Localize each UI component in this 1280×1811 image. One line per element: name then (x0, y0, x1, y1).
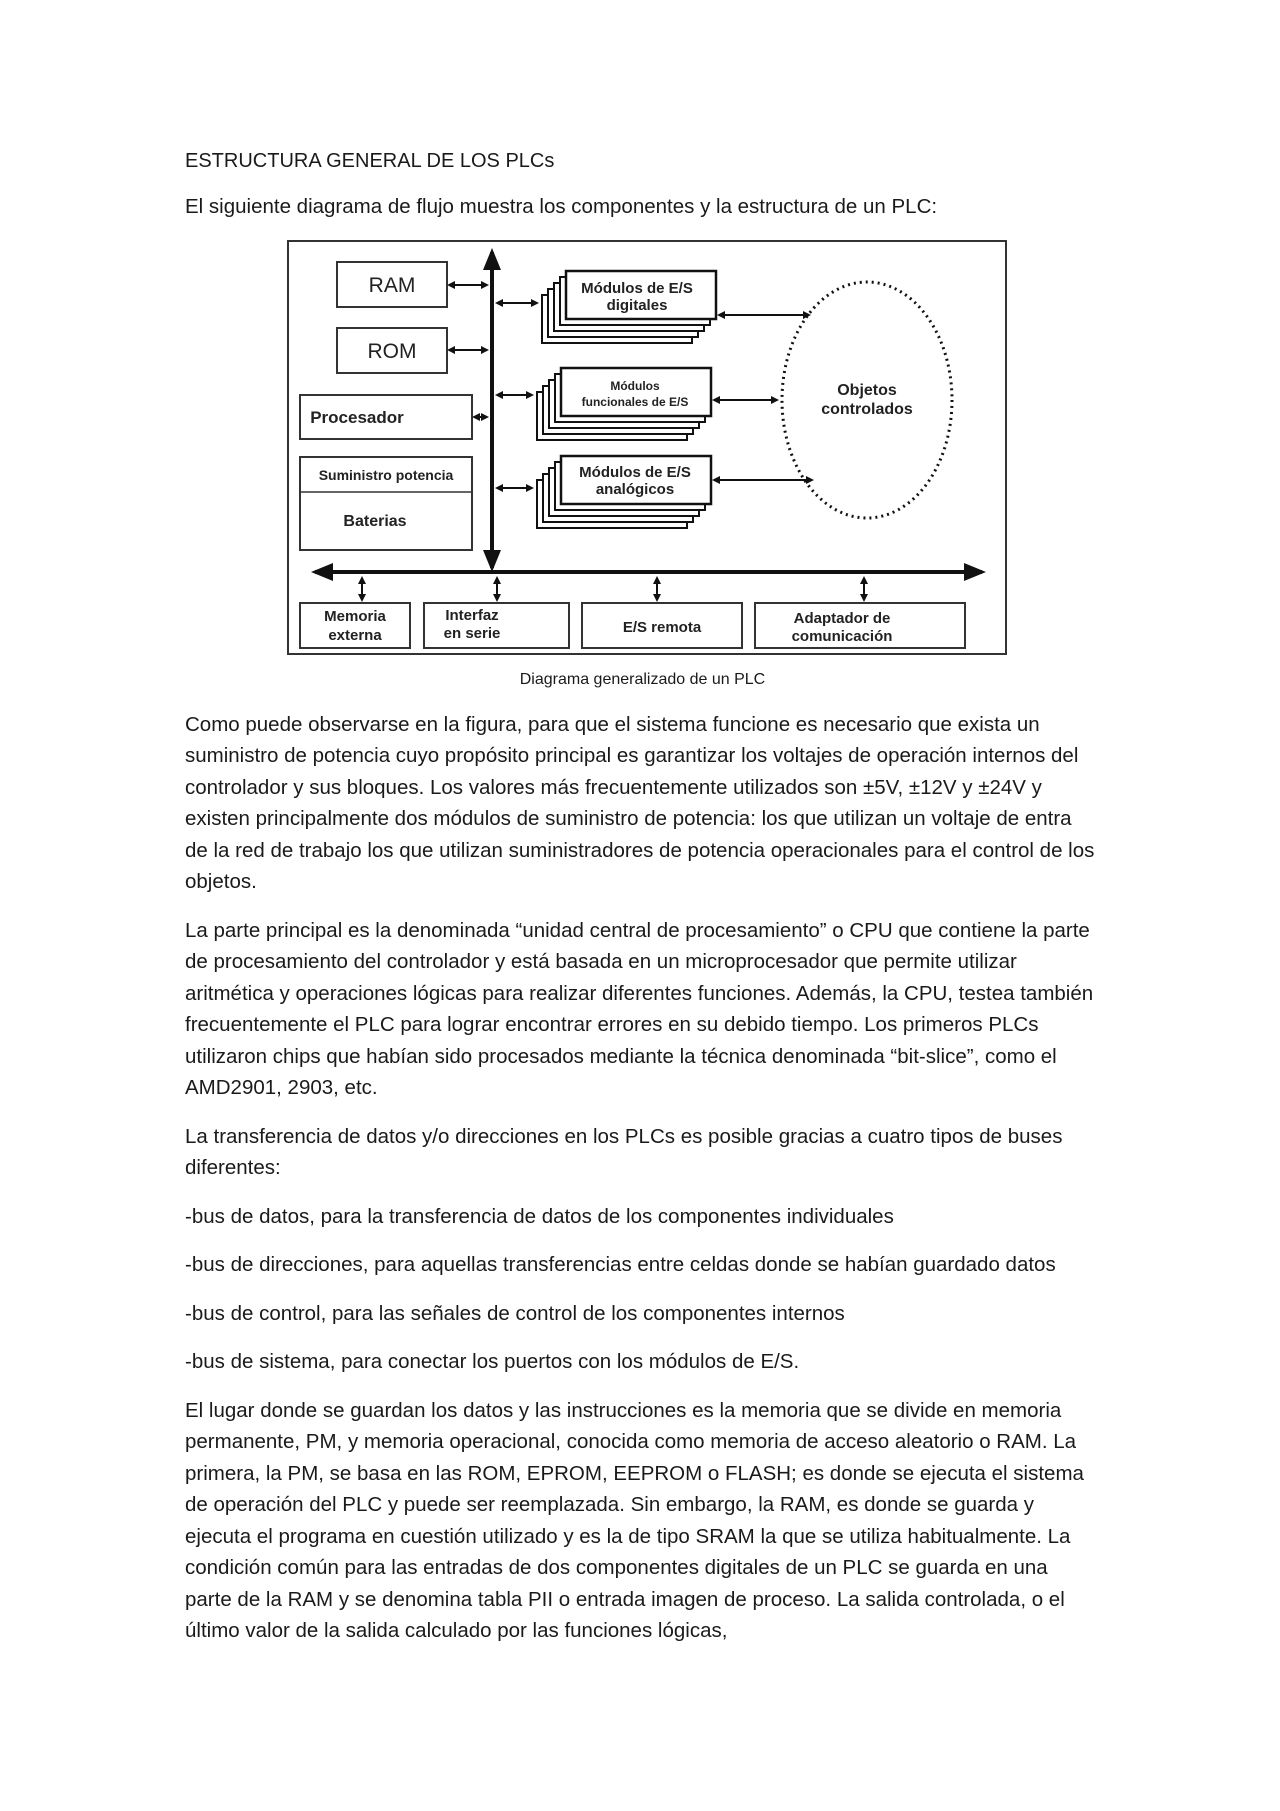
bus-item-direcciones: -bus de direcciones, para aquellas transferencias entre celdas donde se habían guardado datos (185, 1253, 1056, 1276)
intro-paragraph: El siguiente diagrama de flujo muestra los componentes y la estructura de un PLC: (185, 195, 938, 218)
digitales-line1: Módulos de E/S (581, 279, 693, 297)
ram-label: RAM (368, 273, 416, 297)
figure-caption: Diagrama generalizado de un PLC (519, 670, 766, 688)
digitales-line2: digitales (606, 296, 668, 314)
paragraph-memory: El lugar donde se guardan los datos y las instrucciones es la memoria que se divide en memoria permanente, PM, y memoria operacional, conocida como memoria de acceso aleatorio o RAM. La primera, la PM, se basa en las ROM, EPROM, EEPROM o FLASH; es donde se ejecuta el sistema de operación del PLC y puede ser reemplazada. Sin embargo, la RAM, es donde se guarda y ejecuta el programa en cuestión utilizado y es la de tipo SRAM la que se utiliza habitualmente. La condición común para las entradas de dos componentes digitales de un PLC se guarda en una parte de la RAM y se denomina tabla PII o entrada imagen de proceso. La salida controlada, o el último valor de la salida calculado por las funciones lógicas, (185, 1398, 1084, 1642)
adaptador-block (755, 603, 965, 648)
bus-item-control: -bus de control, para las señales de control de los componentes internos (185, 1301, 845, 1325)
analogicos-module (537, 456, 711, 528)
adaptador-line2: comunicación (791, 627, 893, 645)
funcionales-line1: Módulos (610, 378, 660, 393)
interfaz-line2: en serie (443, 624, 501, 642)
paragraph-cpu: La parte principal es la denominada “unidad central de procesamiento” o CPU que contiene la parte de procesamiento del controlador y está basada en un microprocesador que permite utilizar aritmética y operaciones lógicas para realizar diferentes funciones. Además, la CPU, testea también frecuentemente el PLC para lograr encontrar errores en su debido tiempo. Los primeros PLCs utilizaron chips que habían sido procesados mediante la técnica denominada “bit-slice”, como el AMD2901, 2903, etc. (185, 918, 1094, 1099)
analogicos-line1: Módulos de E/S (579, 463, 691, 481)
es-remota-block (582, 603, 742, 648)
objetos-line2: controlados (821, 400, 913, 418)
digitales-module (542, 271, 716, 343)
es-remota-label: E/S remota (622, 618, 702, 636)
memoria-externa-block (300, 603, 410, 648)
plc-diagram-svg (287, 240, 1007, 655)
analogicos-line2: analógicos (595, 480, 675, 498)
memoria-line1: Memoria (324, 607, 386, 625)
funcionales-line2: funcionales de E/S (581, 394, 689, 409)
rom-block (337, 328, 447, 373)
objetos-line1: Objetos (837, 381, 897, 399)
document-title: ESTRUCTURA GENERAL DE LOS PLCs (185, 150, 555, 172)
rom-label: ROM (367, 339, 417, 363)
funcionales-module (537, 368, 711, 440)
bus-item-sistema: -bus de sistema, para conectar los puertos con los módulos de E/S. (185, 1350, 800, 1373)
procesador-label: Procesador (310, 407, 404, 427)
bus-item-datos: -bus de datos, para la transferencia de datos de los componentes individuales (185, 1204, 894, 1228)
interfaz-serie-block (424, 603, 569, 648)
procesador-block (300, 395, 472, 439)
adaptador-line1: Adaptador de (793, 609, 891, 627)
paragraph-buses: La transferencia de datos y/o direcciones en los PLCs es posible gracias a cuatro tipos de buses diferentes: (185, 1124, 1063, 1179)
ram-block (337, 262, 447, 307)
document-content (185, 150, 1100, 1664)
suministro-label: Suministro potencia (318, 466, 454, 483)
interfaz-line1: Interfaz (445, 606, 499, 624)
power-block (300, 457, 472, 550)
memoria-line2: externa (328, 626, 382, 644)
paragraph-power-supply: Como puede observarse en la figura, para que el sistema funcione es necesario que exista un suministro de potencia cuyo propósito principal es garantizar los voltajes de operación internos del controlador y sus bloques. Los valores más frecuentemente utilizados son ±5V, ±12V y ±24V y existen principalmente dos módulos de suministro de potencia: los que utilizan un voltaje de entra de la red de trabajo los que utilizan suministradores de potencia operacionales para el control de los objetos. (185, 712, 1095, 893)
plc-diagram (287, 240, 1007, 655)
baterias-label: Baterias (343, 512, 407, 530)
